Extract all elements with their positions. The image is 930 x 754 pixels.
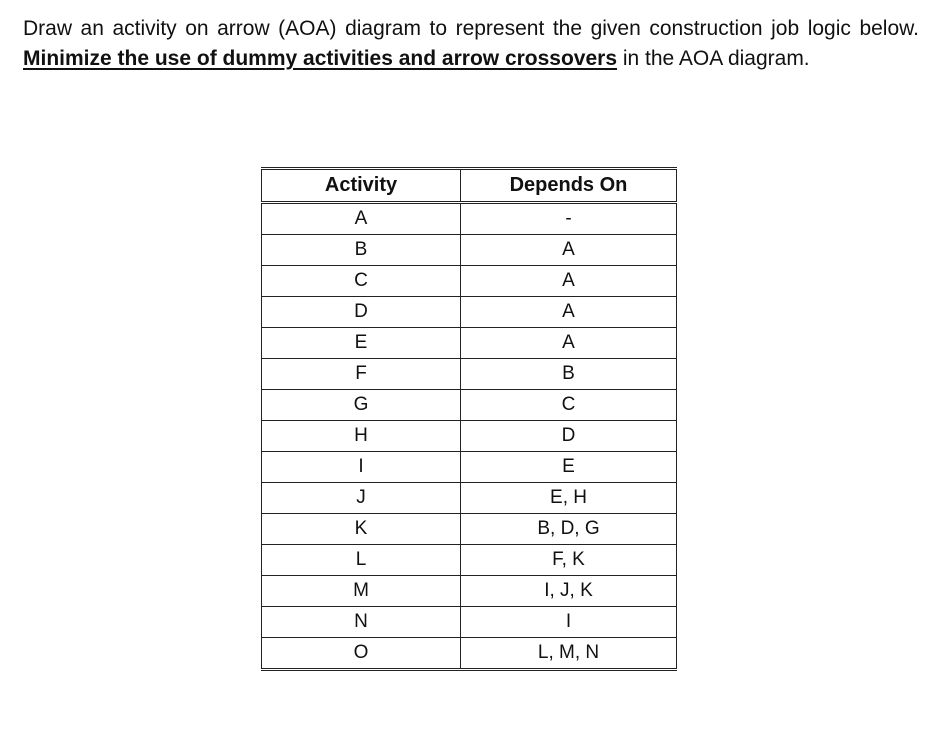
activity-cell: N [262, 607, 461, 638]
depends-on-cell: L, M, N [461, 638, 677, 670]
depends-on-cell: D [461, 421, 677, 452]
table-row [262, 452, 677, 483]
table-row [262, 297, 677, 328]
table-row [262, 390, 677, 421]
activity-cell: L [262, 545, 461, 576]
activity-cell: D [262, 297, 461, 328]
depends-on-cell: B, D, G [461, 514, 677, 545]
table-body [262, 203, 677, 670]
depends-on-cell: E [461, 452, 677, 483]
depends-on-cell: - [461, 203, 677, 235]
table-header-row [262, 169, 677, 203]
table-row [262, 514, 677, 545]
depends-on-cell: F, K [461, 545, 677, 576]
table-row [262, 421, 677, 452]
table-row [262, 235, 677, 266]
activity-cell: O [262, 638, 461, 670]
depends-on-cell: C [461, 390, 677, 421]
table-row [262, 638, 677, 670]
activity-cell: K [262, 514, 461, 545]
activity-cell: B [262, 235, 461, 266]
depends-on-cell: B [461, 359, 677, 390]
depends-on-cell: A [461, 235, 677, 266]
table-row [262, 607, 677, 638]
depends-on-cell: A [461, 266, 677, 297]
activity-cell: F [262, 359, 461, 390]
dependency-table-container [261, 167, 677, 671]
depends-on-cell: I, J, K [461, 576, 677, 607]
activity-cell: G [262, 390, 461, 421]
table-row [262, 545, 677, 576]
activity-cell: H [262, 421, 461, 452]
activity-cell: E [262, 328, 461, 359]
dependency-table [261, 167, 677, 671]
table-row [262, 483, 677, 514]
table-row [262, 576, 677, 607]
activity-cell: M [262, 576, 461, 607]
problem-statement [23, 14, 919, 74]
table-row [262, 328, 677, 359]
activity-cell: A [262, 203, 461, 235]
table-row [262, 203, 677, 235]
activity-cell: C [262, 266, 461, 297]
depends-on-cell: A [461, 297, 677, 328]
prompt-text: Draw an activity on arrow (AOA) diagram to represent the given construction job logic below. [23, 17, 919, 40]
depends-on-cell: A [461, 328, 677, 359]
depends-on-cell: E, H [461, 483, 677, 514]
depends-on-cell: I [461, 607, 677, 638]
table-row [262, 266, 677, 297]
table-row [262, 359, 677, 390]
header-depends-on: Depends On [461, 169, 677, 203]
activity-cell: J [262, 483, 461, 514]
prompt-text-end: in the AOA diagram. [617, 47, 810, 70]
header-activity: Activity [262, 169, 461, 203]
prompt-emphasis: Minimize the use of dummy activities and arrow crossovers [23, 47, 618, 70]
activity-cell: I [262, 452, 461, 483]
